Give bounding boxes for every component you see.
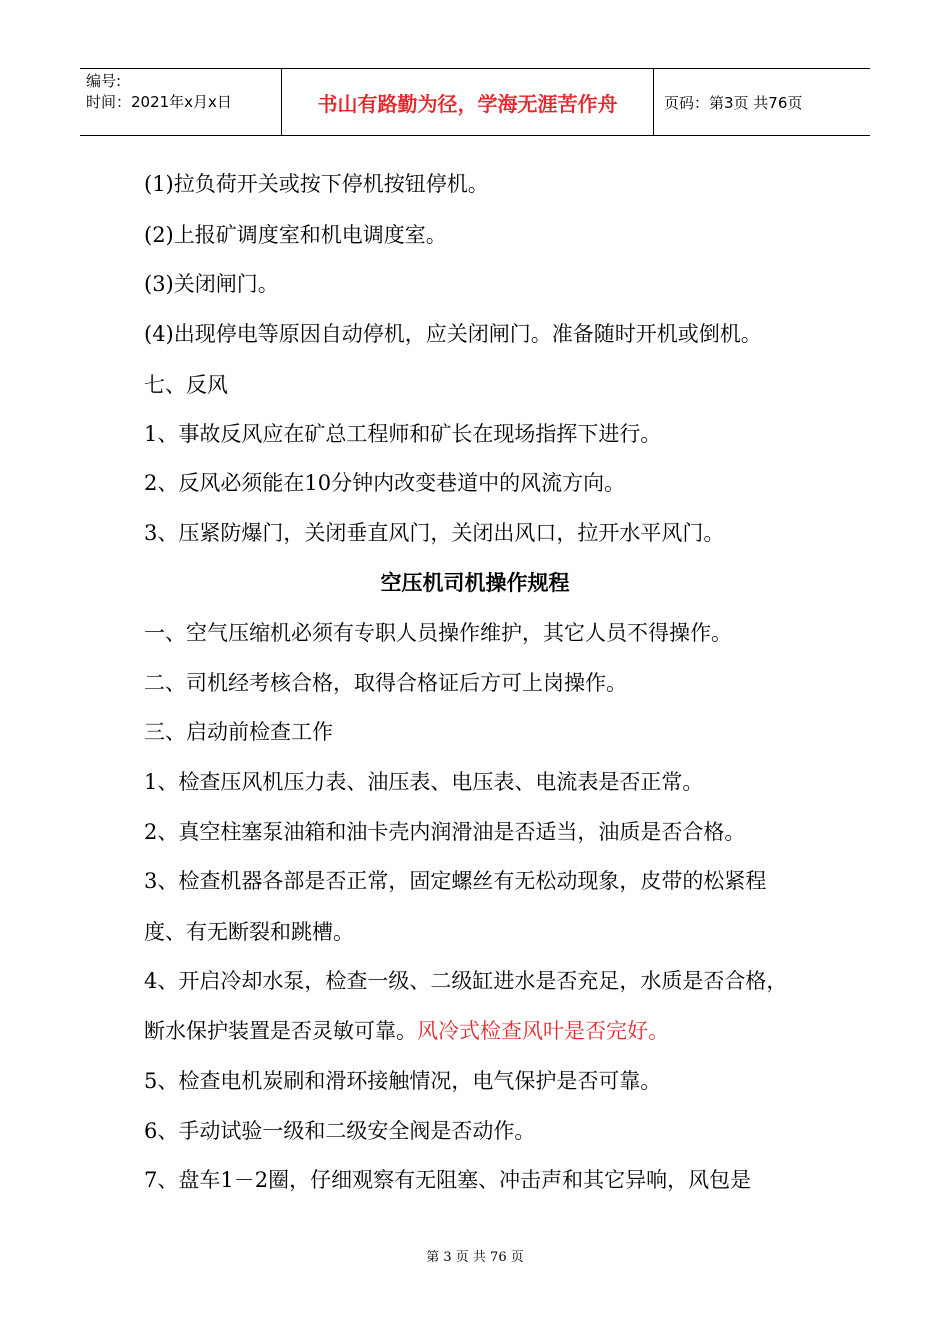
header-meta: [80, 69, 282, 135]
body-line: 4、开启冷却水泵，检查一级、二级缸进水是否充足，水质是否合格，: [144, 969, 788, 993]
body-line: 度、有无断裂和跳槽。: [144, 920, 354, 944]
body-line: (2)上报矿调度室和机电调度室。: [144, 223, 447, 247]
body-line: 三、启动前检查工作: [144, 720, 333, 744]
body-line: 2、真空柱塞泵油箱和油卡壳内润滑油是否适当，油质是否合格。: [144, 820, 746, 844]
section-title: 空压机司机操作规程: [380, 571, 570, 595]
body-line: 1、检查压风机压力表、油压表、电压表、电流表是否正常。: [144, 770, 704, 794]
header-date-label: 时间：2021年x月x日: [86, 93, 232, 111]
page-header: [80, 68, 870, 136]
body-line-mixed: [144, 1017, 669, 1045]
body-line: 3、检查机器各部是否正常，固定螺丝有无松动现象，皮带的松紧程: [144, 869, 767, 893]
body-line: 6、手动试验一级和二级安全阀是否动作。: [144, 1119, 536, 1143]
body-line: (3)关闭闸门。: [144, 272, 279, 296]
body-text-black: 断水保护装置是否灵敏可靠。: [144, 1019, 417, 1043]
body-line: 二、司机经考核合格，取得合格证后方可上岗操作。: [144, 671, 627, 695]
body-line: (4)出现停电等原因自动停机，应关闭闸门。准备随时开机或倒机。: [144, 322, 762, 346]
body-line: 5、检查电机炭刷和滑环接触情况，电气保护是否可靠。: [144, 1069, 662, 1093]
body-line: (1)拉负荷开关或按下停机按钮停机。: [144, 172, 489, 196]
page-footer: 第 3 页 共 76 页: [426, 1250, 524, 1265]
header-page-info: 页码：第3页 共76页: [664, 93, 803, 112]
body-line: 3、压紧防爆门，关闭垂直风门，关闭出风口，拉开水平风门。: [144, 521, 725, 545]
body-line: 2、反风必须能在10分钟内改变巷道中的风流方向。: [144, 471, 626, 495]
body-text-red: 风冷式检查风叶是否完好。: [417, 1019, 669, 1043]
header-motto: 书山有路勤为径，学海无涯苦作舟: [282, 69, 654, 135]
body-line: 七、反风: [144, 373, 228, 397]
body-line: 7、盘车1－2圈，仔细观察有无阻塞、冲击声和其它异响，风包是: [144, 1168, 752, 1192]
header-number-label: 编号:: [86, 72, 122, 90]
body-line: 1、事故反风应在矿总工程师和矿长在现场指挥下进行。: [144, 422, 662, 446]
body-line: 一、空气压缩机必须有专职人员操作维护，其它人员不得操作。: [144, 621, 732, 645]
